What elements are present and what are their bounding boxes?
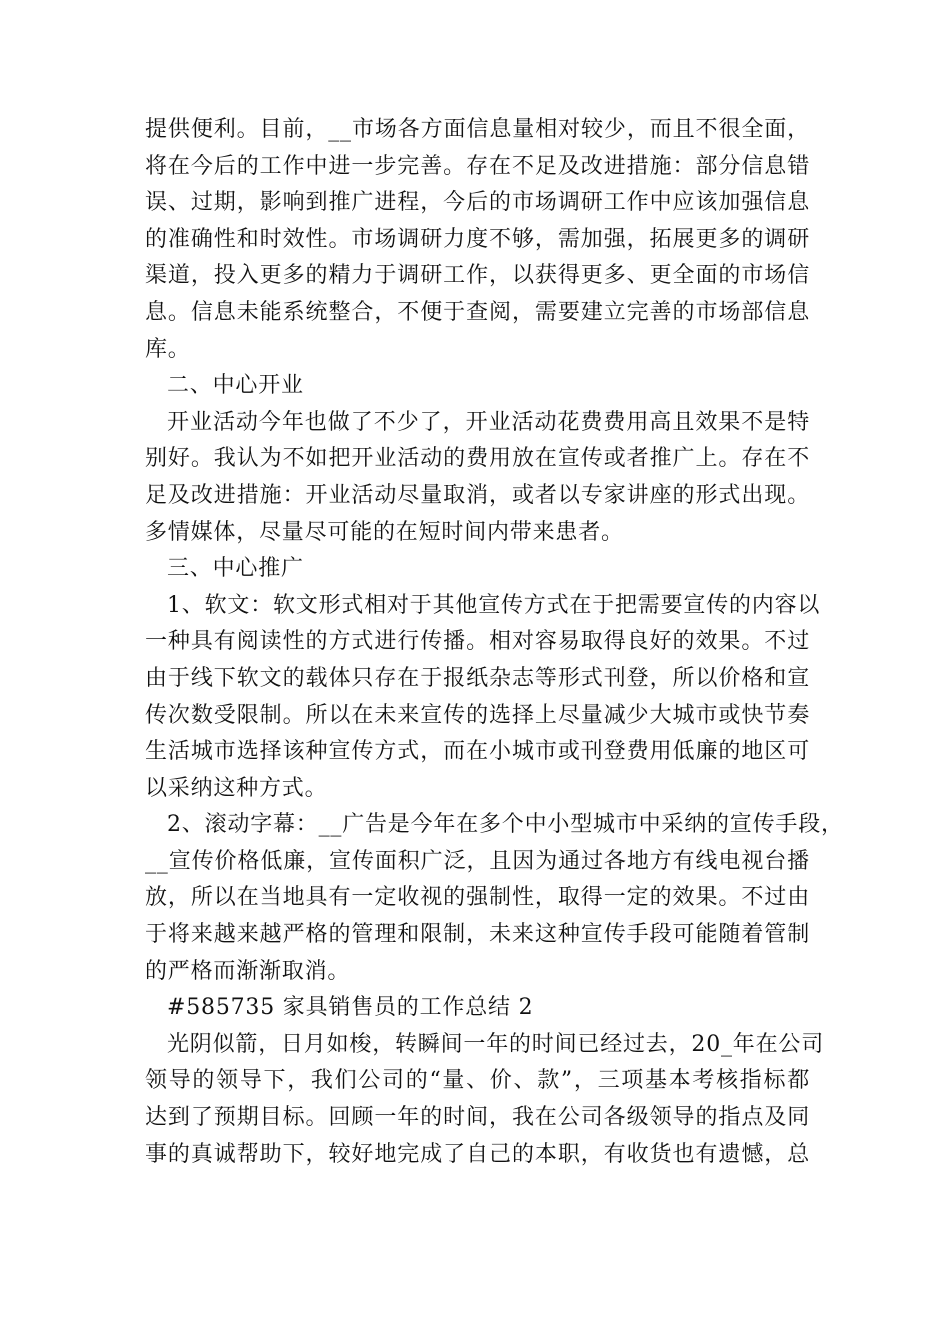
text-line: 传次数受限制。所以在未来宣传的选择上尽量减少大城市或快节奏	[145, 702, 810, 728]
text-line: 以采纳这种方式。	[145, 775, 328, 801]
text-line: 息。信息未能系统整合，不便于查阅，需要建立完善的市场部信息	[145, 299, 810, 325]
text-line: 光阴似箭，日月如梭，转瞬间一年的时间已经过去，20_年在公司	[167, 1031, 824, 1057]
text-line: 生活城市选择该种宣传方式，而在小城市或刊登费用低廉的地区可	[145, 739, 810, 765]
section-heading-opening: 二、中心开业	[167, 373, 304, 399]
text-line: 提供便利。目前，__市场各方面信息量相对较少，而且不很全面，	[145, 117, 810, 142]
paragraph-opening	[145, 405, 810, 551]
text-line: 的严格而渐渐取消。	[145, 958, 351, 984]
text-line: 于将来越来越严格的管理和限制，未来这种宣传手段可能随着管制	[145, 922, 810, 948]
text-line: 放，所以在当地具有一定收视的强制性，取得一定的效果。不过由	[145, 885, 810, 911]
paragraph-soft-article	[145, 588, 821, 808]
text-line: 事的真诚帮助下，较好地完成了自己的本职，有收货也有遗憾，总	[145, 1141, 810, 1167]
text-line: 一种具有阅读性的方式进行传播。相对容易取得良好的效果。不过	[145, 629, 810, 655]
paragraph-scrolling-text	[145, 807, 844, 990]
section-heading-promotion: 三、中心推广	[167, 556, 304, 582]
text-line: 别好。我认为不如把开业活动的费用放在宣传或者推广上。存在不	[145, 446, 810, 472]
text-line: 由于线下软文的载体只存在于报纸杂志等形式刊登，所以价格和宣	[145, 665, 810, 691]
paragraph-market-info	[145, 112, 810, 368]
paragraph-summary-2	[145, 1027, 824, 1173]
text-line: 渠道，投入更多的精力于调研工作，以获得更多、更全面的市场信	[145, 263, 810, 289]
text-line: 达到了预期目标。回顾一年的时间，我在公司各级领导的指点及同	[145, 1105, 810, 1131]
document-body	[145, 112, 844, 1173]
text-line: 足及改进措施：开业活动尽量取消，或者以专家讲座的形式出现。	[145, 482, 810, 508]
text-line: __宣传价格低廉，宣传面积广泛，且因为通过各地方有线电视台播	[145, 848, 810, 874]
text-line: 1、软文：软文形式相对于其他宣传方式在于把需要宣传的内容以	[167, 592, 821, 618]
text-line: 的准确性和时效性。市场调研力度不够，需加强，拓展更多的调研	[145, 226, 810, 252]
text-line: 库。	[145, 336, 191, 362]
text-line: 领导的领导下，我们公司的“量、价、款”，三项基本考核指标都	[145, 1068, 810, 1094]
text-line: 2、滚动字幕：__广告是今年在多个中小型城市中采纳的宣传手段，	[167, 812, 844, 838]
text-line: 多情媒体，尽量尽可能的在短时间内带来患者。	[145, 519, 624, 545]
text-line: 将在今后的工作中进一步完善。存在不足及改进措施：部分信息错	[145, 153, 810, 179]
document-title-summary-2: #585735 家具销售员的工作总结 2	[167, 995, 534, 1021]
text-line: 开业活动今年也做了不少了，开业活动花费费用高且效果不是特	[167, 409, 810, 435]
text-line: 误、过期，影响到推广进程，今后的市场调研工作中应该加强信息	[145, 190, 810, 216]
